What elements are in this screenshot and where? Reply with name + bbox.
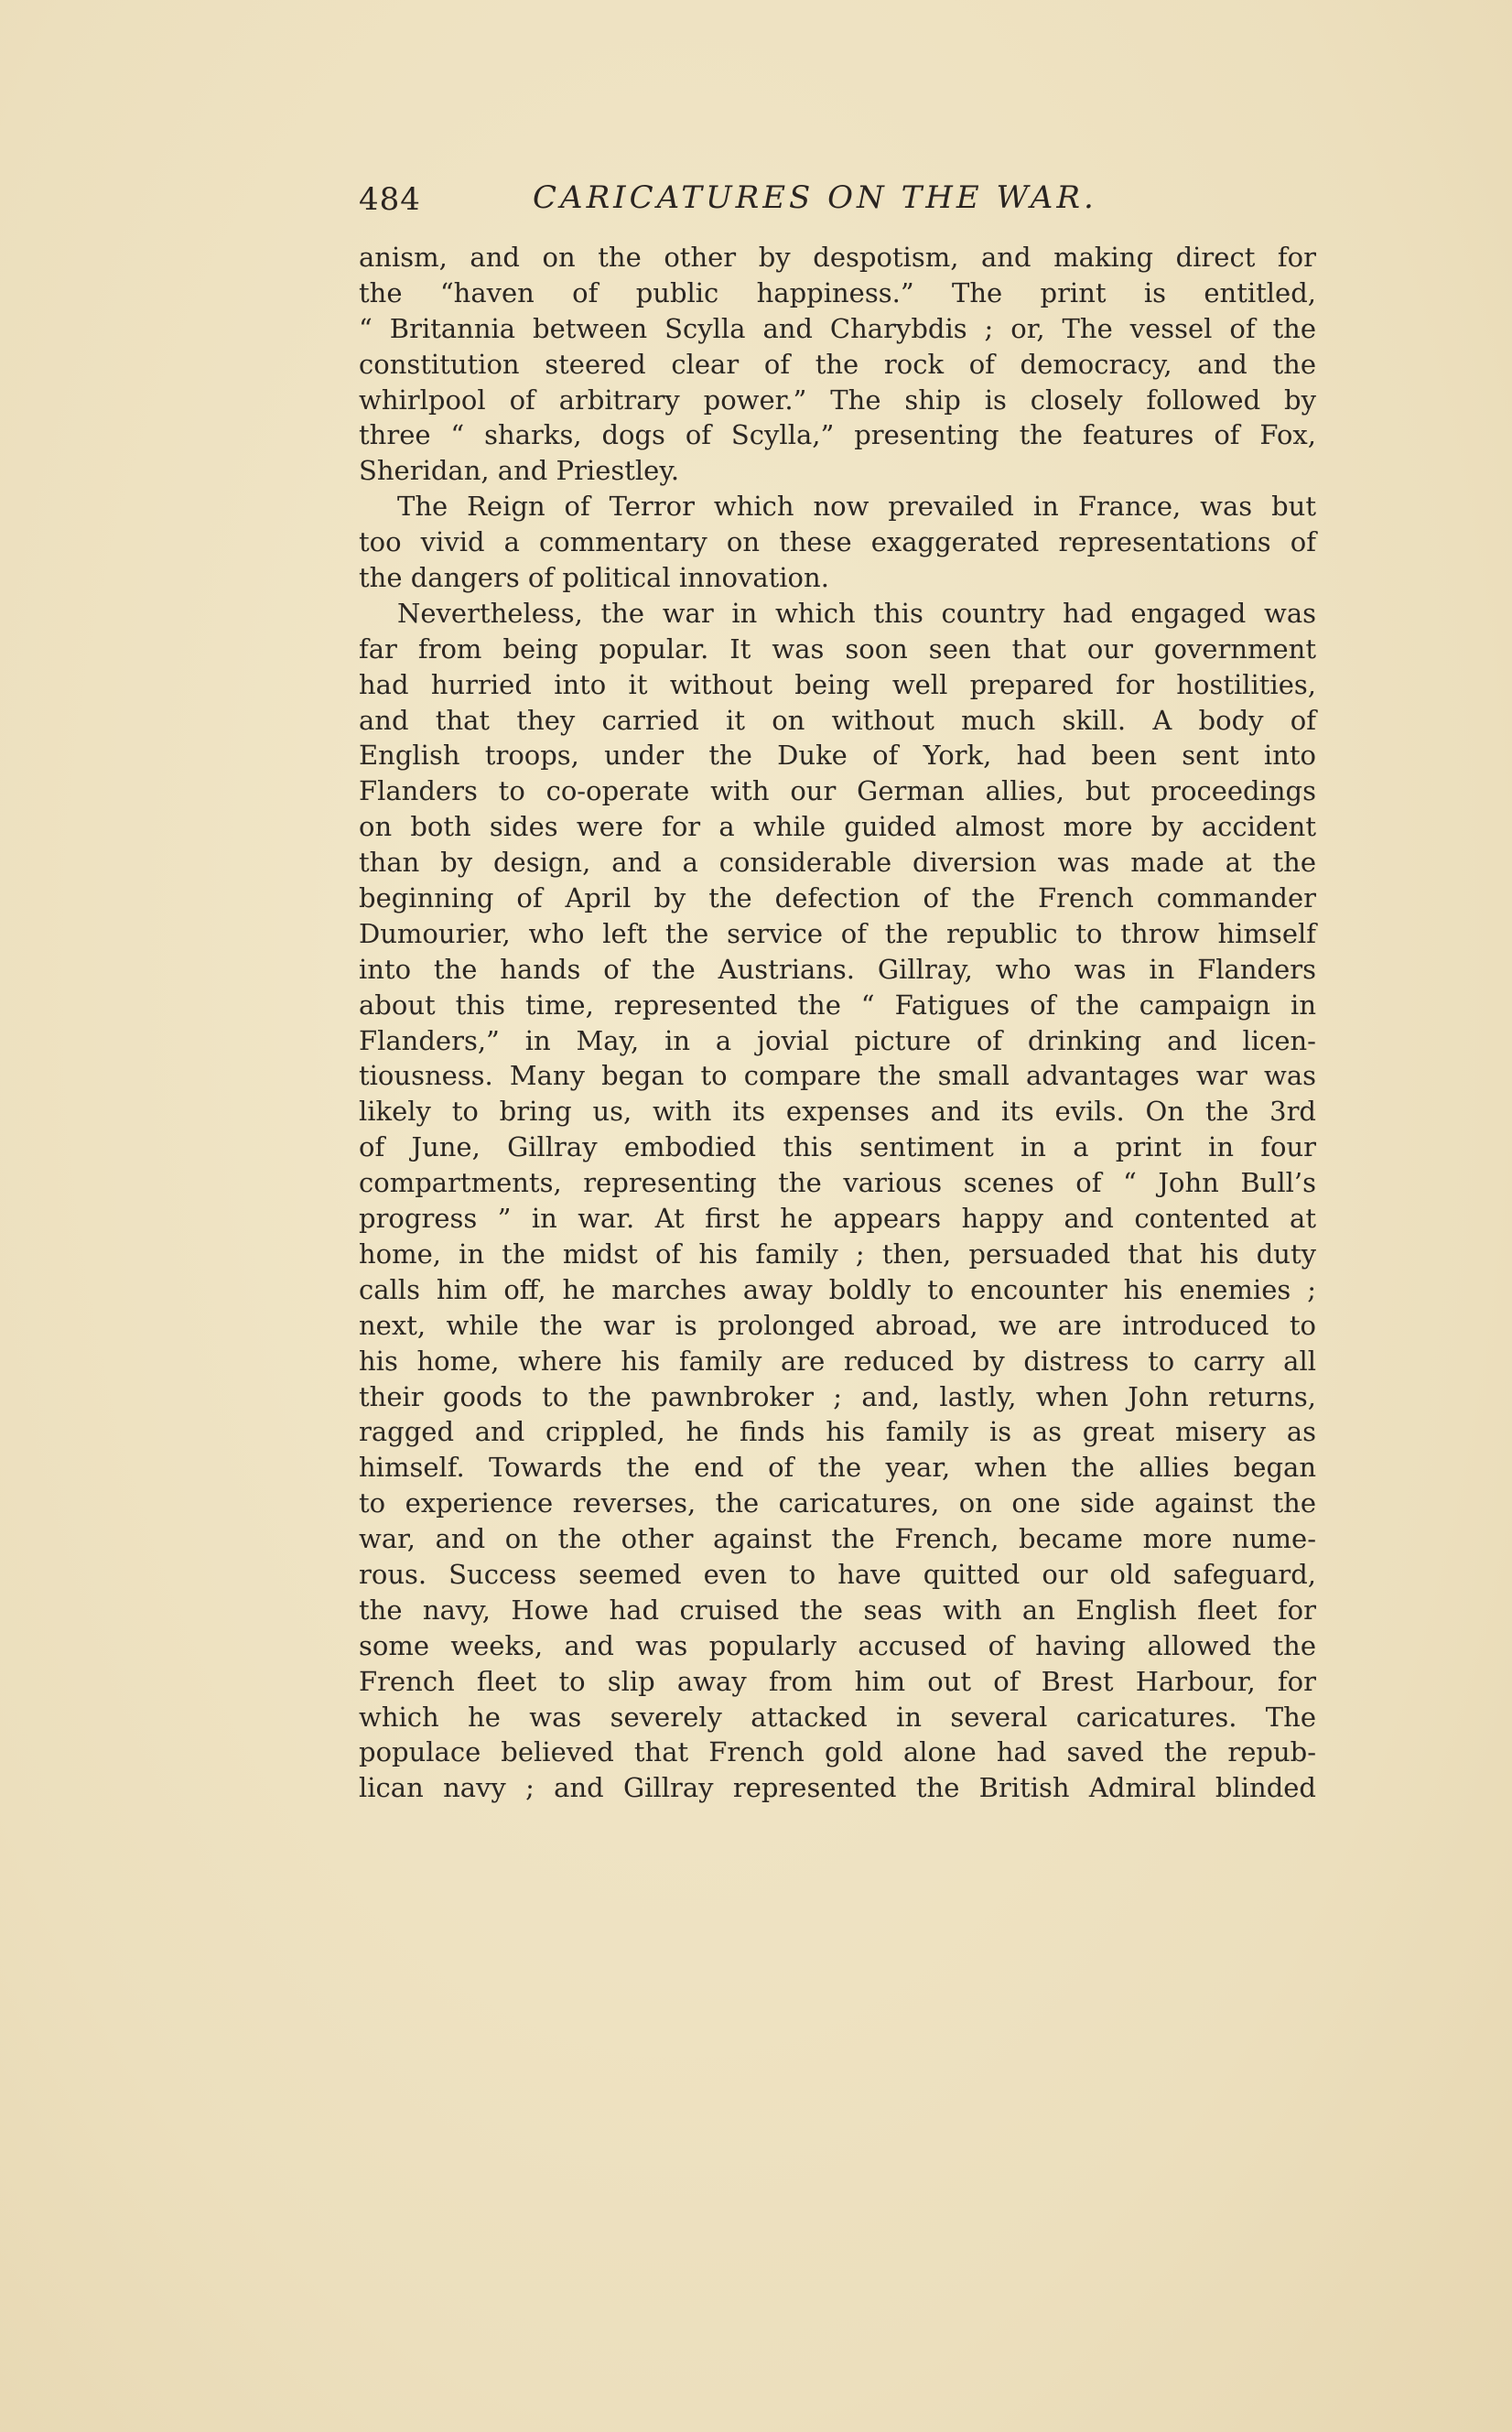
text-line: and that they carried it on without much skill. A body of <box>359 704 1316 736</box>
text-line: lican navy ; and Gillray represented the British Admiral blinded <box>359 1772 1316 1804</box>
text-line: their goods to the pawnbroker ; and, lastly, when John returns, <box>359 1380 1316 1412</box>
text-line: some weeks, and was popularly accused of having allowed the <box>359 1629 1316 1661</box>
text-line: populace believed that French gold alone had saved the repub- <box>359 1736 1316 1768</box>
text-line: on both sides were for a while guided almost more by accident <box>359 811 1316 843</box>
page-header <box>359 179 1316 225</box>
text-line: ragged and crippled, he finds his family is as great misery as <box>359 1416 1316 1448</box>
text-line: anism, and on the other by despotism, and making direct for <box>359 242 1316 273</box>
text-line: constitution steered clear of the rock of democracy, and the <box>359 348 1316 380</box>
text-line: Flanders,” in May, in a jovial picture of drinking and licen- <box>359 1024 1316 1056</box>
text-line: Flanders to co-operate with our German allies, but proceedings <box>359 775 1316 807</box>
text-line: his home, where his family are reduced by distress to carry all <box>359 1345 1316 1377</box>
text-line: beginning of April by the defection of the French commander <box>359 882 1316 914</box>
body-text <box>359 240 1316 1806</box>
text-line: The Reign of Terror which now prevailed in France, was but <box>397 491 1316 523</box>
text-line: progress ” in war. At first he appears happy and contented at <box>359 1203 1316 1235</box>
text-line: three “ sharks, dogs of Scylla,” presenting the features of Fox, <box>359 419 1316 451</box>
text-line: about this time, represented the “ Fatigues of the campaign in <box>359 989 1316 1021</box>
text-line: likely to bring us, with its expenses and its evils. On the 3rd <box>359 1096 1316 1128</box>
text-line: Sheridan, and Priestley. <box>359 455 680 487</box>
text-line: which he was severely attacked in several caricatures. The <box>359 1701 1316 1733</box>
text-line: tiousness. Many began to compare the small advantages war was <box>359 1060 1316 1092</box>
text-line: rous. Success seemed even to have quitted our old safeguard, <box>359 1558 1316 1590</box>
text-line: whirlpool of arbitrary power.” The ship is closely followed by <box>359 384 1316 416</box>
text-line: Nevertheless, the war in which this country had engaged was <box>397 597 1316 629</box>
running-head: CARICATURES ON THE WAR. <box>533 179 1097 216</box>
text-line: than by design, and a considerable diversion was made at the <box>359 847 1316 879</box>
text-line: had hurried into it without being well prepared for hostilities, <box>359 668 1316 700</box>
text-line: Dumourier, who left the service of the republic to throw himself <box>359 917 1316 949</box>
text-line: the navy, Howe had cruised the seas with an English fleet for <box>359 1594 1316 1626</box>
text-line: French fleet to slip away from him out of Brest Harbour, for <box>359 1665 1316 1697</box>
text-line: the “haven of public happiness.” The print is entitled, <box>359 276 1316 308</box>
text-line: “ Britannia between Scylla and Charybdis ; or, The vessel of the <box>359 312 1316 344</box>
text-line: himself. Towards the end of the year, when the allies began <box>359 1452 1316 1484</box>
text-line: English troops, under the Duke of York, had been sent into <box>359 740 1316 772</box>
page-number: 484 <box>359 181 421 218</box>
text-line: calls him off, he marches away boldly to encounter his enemies ; <box>359 1273 1316 1305</box>
text-line: the dangers of political innovation. <box>359 562 829 594</box>
text-line: next, while the war is prolonged abroad, we are introduced to <box>359 1309 1316 1341</box>
text-line: compartments, representing the various scenes of “ John Bull’s <box>359 1167 1316 1199</box>
text-line: war, and on the other against the French, became more nume- <box>359 1523 1316 1555</box>
text-line: to experience reverses, the caricatures, on one side against the <box>359 1487 1316 1519</box>
text-line: into the hands of the Austrians. Gillray, who was in Flanders <box>359 953 1316 985</box>
text-line: home, in the midst of his family ; then, persuaded that his duty <box>359 1238 1316 1270</box>
text-line: of June, Gillray embodied this sentiment in a print in four <box>359 1131 1316 1163</box>
text-line: far from being popular. It was soon seen that our government <box>359 632 1316 665</box>
text-line: too vivid a commentary on these exaggerated representations of <box>359 526 1316 558</box>
